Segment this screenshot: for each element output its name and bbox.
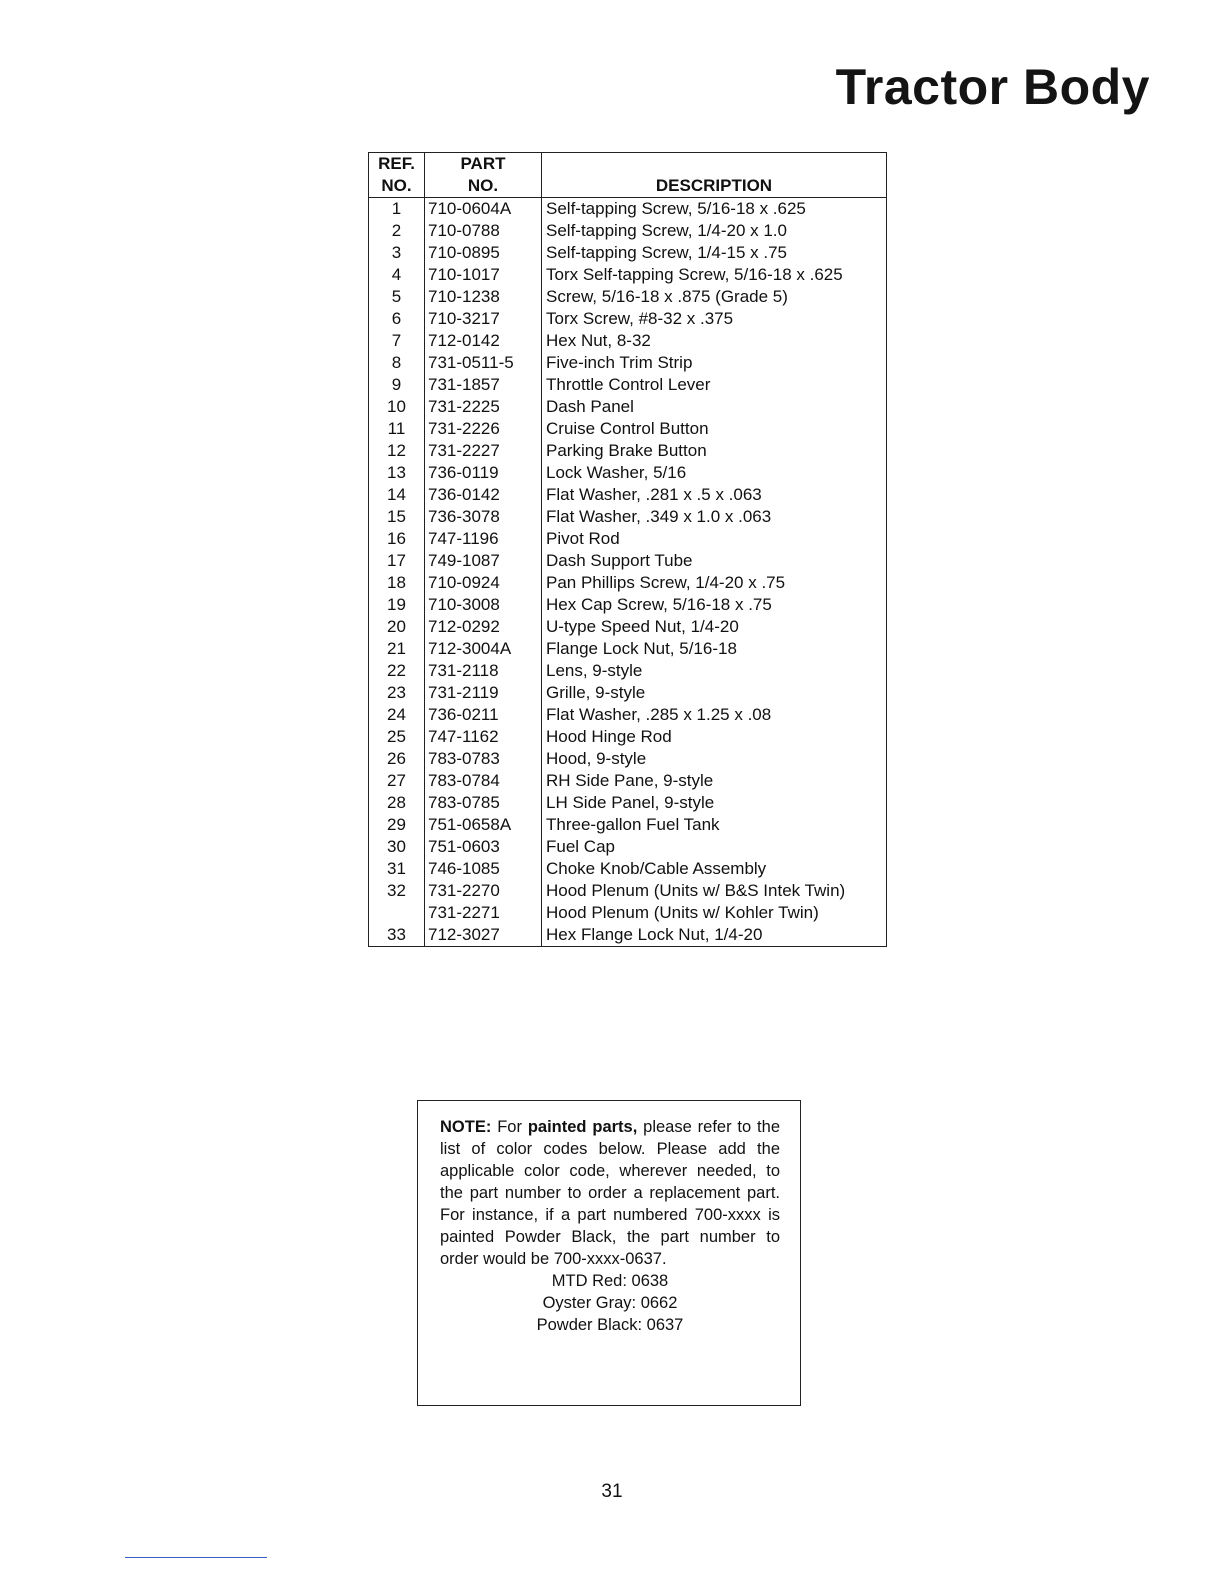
description-cell: Lens, 9-style: [542, 660, 887, 682]
part-no-cell: 710-3217: [425, 308, 542, 330]
ref-no-cell: 21: [369, 638, 425, 660]
table-row: [369, 726, 887, 748]
description-cell: Flat Washer, .285 x 1.25 x .08: [542, 704, 887, 726]
description-cell: Cruise Control Button: [542, 418, 887, 440]
description-cell: Dash Panel: [542, 396, 887, 418]
ref-header-line1: REF.: [378, 154, 415, 173]
part-no-cell: 731-2270: [425, 880, 542, 902]
table-row: [369, 286, 887, 308]
ref-no-cell: 30: [369, 836, 425, 858]
ref-no-cell: 22: [369, 660, 425, 682]
ref-no-cell: 13: [369, 462, 425, 484]
ref-no-cell: 2: [369, 220, 425, 242]
description-cell: Lock Washer, 5/16: [542, 462, 887, 484]
description-cell: Screw, 5/16-18 x .875 (Grade 5): [542, 286, 887, 308]
color-code-item: Oyster Gray: 0662: [542, 1294, 678, 1312]
part-no-header: [425, 153, 542, 198]
ref-no-cell: 23: [369, 682, 425, 704]
ref-no-cell: 16: [369, 528, 425, 550]
note-text-after: please refer to the list of color codes below. Please add the applicable color code, wherever needed, to the part number to order a replacement part. For instance, if a part numbered 700-xxxx is painted Powder Black, the part number to order would be 700-xxxx-0637.: [440, 1118, 780, 1268]
table-row: [369, 264, 887, 286]
part-no-cell: 710-3008: [425, 594, 542, 616]
ref-no-cell: 9: [369, 374, 425, 396]
description-cell: Flange Lock Nut, 5/16-18: [542, 638, 887, 660]
table-row: [369, 550, 887, 572]
description-cell: Pan Phillips Screw, 1/4-20 x .75: [542, 572, 887, 594]
part-no-cell: 751-0603: [425, 836, 542, 858]
table-header: [369, 153, 887, 198]
painted-parts-note: [417, 1100, 801, 1406]
ref-no-cell: 12: [369, 440, 425, 462]
part-no-cell: 710-1238: [425, 286, 542, 308]
table-row: [369, 836, 887, 858]
description-cell: Pivot Rod: [542, 528, 887, 550]
table-row: [369, 616, 887, 638]
ref-no-cell: 1: [369, 198, 425, 221]
description-cell: Grille, 9-style: [542, 682, 887, 704]
ref-no-cell: 4: [369, 264, 425, 286]
part-no-cell: 747-1162: [425, 726, 542, 748]
part-header-line1: PART: [460, 154, 506, 173]
part-no-cell: 731-1857: [425, 374, 542, 396]
description-cell: Flat Washer, .349 x 1.0 x .063: [542, 506, 887, 528]
part-no-cell: 731-2118: [425, 660, 542, 682]
color-code-list: [440, 1270, 780, 1336]
part-no-cell: 783-0784: [425, 770, 542, 792]
part-no-cell: 731-2225: [425, 396, 542, 418]
table-row: [369, 748, 887, 770]
description-cell: Self-tapping Screw, 1/4-20 x 1.0: [542, 220, 887, 242]
table-row: [369, 660, 887, 682]
ref-no-cell: 27: [369, 770, 425, 792]
part-no-cell: 710-1017: [425, 264, 542, 286]
part-no-cell: 736-0119: [425, 462, 542, 484]
table-row: [369, 374, 887, 396]
description-cell: Fuel Cap: [542, 836, 887, 858]
note-label: NOTE:: [440, 1118, 492, 1136]
table-row: [369, 792, 887, 814]
description-cell: Hood, 9-style: [542, 748, 887, 770]
table-row: [369, 352, 887, 374]
note-paragraph: [440, 1116, 780, 1270]
part-no-cell: 783-0785: [425, 792, 542, 814]
table-row: [369, 198, 887, 221]
ref-no-cell: 28: [369, 792, 425, 814]
table-row: [369, 220, 887, 242]
ref-no-cell: 14: [369, 484, 425, 506]
description-cell: Hood Hinge Rod: [542, 726, 887, 748]
ref-header-line2: NO.: [381, 176, 412, 195]
part-no-cell: 712-0292: [425, 616, 542, 638]
ref-no-cell: 33: [369, 924, 425, 947]
table-row: [369, 484, 887, 506]
part-header-line2: NO.: [467, 176, 499, 195]
table-row: [369, 880, 887, 902]
description-cell: Hex Cap Screw, 5/16-18 x .75: [542, 594, 887, 616]
description-cell: Throttle Control Lever: [542, 374, 887, 396]
table-body: [369, 198, 887, 947]
table-row: [369, 902, 887, 924]
ref-no-cell: 10: [369, 396, 425, 418]
description-cell: Parking Brake Button: [542, 440, 887, 462]
ref-no-cell: 29: [369, 814, 425, 836]
table-row: [369, 308, 887, 330]
part-no-cell: 712-3004A: [425, 638, 542, 660]
part-no-cell: 731-2227: [425, 440, 542, 462]
description-cell: Five-inch Trim Strip: [542, 352, 887, 374]
table-header-row: [369, 153, 887, 198]
table-row: [369, 440, 887, 462]
part-no-cell: 712-0142: [425, 330, 542, 352]
ref-no-cell: 6: [369, 308, 425, 330]
description-cell: Torx Self-tapping Screw, 5/16-18 x .625: [542, 264, 887, 286]
ref-no-cell: 17: [369, 550, 425, 572]
description-cell: Choke Knob/Cable Assembly: [542, 858, 887, 880]
ref-no-cell: 7: [369, 330, 425, 352]
ref-no-cell: 31: [369, 858, 425, 880]
part-no-cell: 731-2271: [425, 902, 542, 924]
part-no-cell: 747-1196: [425, 528, 542, 550]
ref-no-cell: 3: [369, 242, 425, 264]
part-no-cell: 783-0783: [425, 748, 542, 770]
part-no-cell: 710-0788: [425, 220, 542, 242]
table-row: [369, 242, 887, 264]
description-cell: U-type Speed Nut, 1/4-20: [542, 616, 887, 638]
table-row: [369, 814, 887, 836]
table-row: [369, 506, 887, 528]
ref-no-cell: 20: [369, 616, 425, 638]
table-row: [369, 594, 887, 616]
description-cell: Torx Screw, #8-32 x .375: [542, 308, 887, 330]
part-no-cell: 710-0924: [425, 572, 542, 594]
ref-no-cell: 5: [369, 286, 425, 308]
ref-no-cell: [369, 902, 425, 924]
table-row: [369, 528, 887, 550]
note-emphasis: painted parts,: [527, 1118, 638, 1136]
ref-no-cell: 25: [369, 726, 425, 748]
description-cell: Self-tapping Screw, 1/4-15 x .75: [542, 242, 887, 264]
description-cell: Hex Flange Lock Nut, 1/4-20: [542, 924, 887, 947]
table-row: [369, 858, 887, 880]
part-no-cell: 731-2119: [425, 682, 542, 704]
part-no-cell: 731-0511-5: [425, 352, 542, 374]
footer-rule: [125, 1557, 267, 1558]
description-cell: Three-gallon Fuel Tank: [542, 814, 887, 836]
table-row: [369, 330, 887, 352]
part-no-cell: 746-1085: [425, 858, 542, 880]
part-no-cell: 736-3078: [425, 506, 542, 528]
part-no-cell: 736-0211: [425, 704, 542, 726]
color-code-item: Powder Black: 0637: [536, 1316, 684, 1334]
part-no-cell: 710-0604A: [425, 198, 542, 221]
table-row: [369, 396, 887, 418]
ref-no-cell: 11: [369, 418, 425, 440]
ref-no-cell: 26: [369, 748, 425, 770]
description-cell: Dash Support Tube: [542, 550, 887, 572]
description-cell: Flat Washer, .281 x .5 x .063: [542, 484, 887, 506]
description-cell: Self-tapping Screw, 5/16-18 x .625: [542, 198, 887, 221]
table-row: [369, 572, 887, 594]
description-cell: LH Side Panel, 9-style: [542, 792, 887, 814]
part-no-cell: 712-3027: [425, 924, 542, 947]
part-no-cell: 749-1087: [425, 550, 542, 572]
part-no-cell: 731-2226: [425, 418, 542, 440]
ref-no-cell: 19: [369, 594, 425, 616]
parts-list-table: [368, 152, 887, 947]
ref-no-cell: 15: [369, 506, 425, 528]
table-row: [369, 704, 887, 726]
description-cell: Hood Plenum (Units w/ Kohler Twin): [542, 902, 887, 924]
table-row: [369, 682, 887, 704]
note-text-before: For: [491, 1118, 528, 1136]
description-cell: RH Side Pane, 9-style: [542, 770, 887, 792]
ref-no-cell: 18: [369, 572, 425, 594]
table-row: [369, 462, 887, 484]
table-row: [369, 418, 887, 440]
ref-no-cell: 24: [369, 704, 425, 726]
page-number: 31: [601, 1481, 623, 1502]
ref-no-header: [369, 153, 425, 198]
ref-no-cell: 32: [369, 880, 425, 902]
ref-no-cell: 8: [369, 352, 425, 374]
table-row: [369, 638, 887, 660]
description-cell: Hex Nut, 8-32: [542, 330, 887, 352]
description-cell: Hood Plenum (Units w/ B&S Intek Twin): [542, 880, 887, 902]
table-row: [369, 770, 887, 792]
table-row: [369, 924, 887, 947]
part-no-cell: 736-0142: [425, 484, 542, 506]
page-title: Tractor Body: [835, 59, 1150, 115]
part-no-cell: 751-0658A: [425, 814, 542, 836]
part-no-cell: 710-0895: [425, 242, 542, 264]
color-code-item: MTD Red: 0638: [551, 1272, 669, 1290]
description-header: DESCRIPTION: [542, 153, 887, 198]
